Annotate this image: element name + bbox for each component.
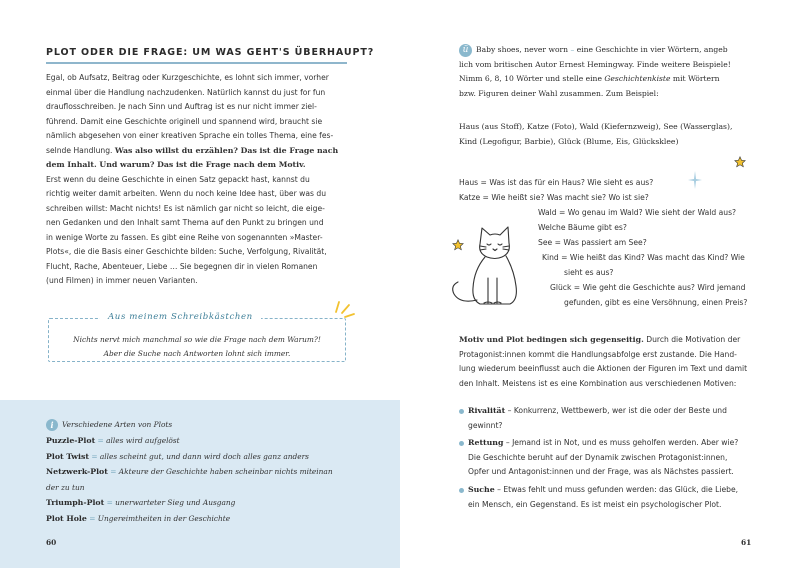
- heading-underline: [46, 62, 347, 64]
- light-rays-icon: [332, 298, 356, 320]
- plot-item: Plot Hole = Ungereimtheiten in der Geschichte: [46, 513, 231, 523]
- body-line: (und Filmen) in immer neuen Varianten.: [46, 276, 198, 285]
- plot-item: Puzzle-Plot = alles wird aufgelöst: [46, 436, 180, 445]
- intro-line: führend. Damit eine Geschichte originell und spannend wird, braucht sie: [46, 116, 323, 126]
- motive-item: Suche – Etwas fehlt und muss gefunden werden: das Glück, die Liebe, ein Mensch, ein Gegenstand. Es ist meist ein psychologischer Plot.: [459, 483, 759, 512]
- intro-line: einmal über die Handlung nachzudenken. Natürlich kannst du just for fun: [46, 87, 326, 97]
- intro-emphasis: Geschichtenkiste: [604, 74, 671, 84]
- intro-quote: Baby shoes, never worn: [476, 45, 569, 54]
- note-line: Aber die Suche nach Antworten lohnt sich immer.: [103, 349, 291, 358]
- sparkle-icon: [688, 171, 702, 189]
- intro-line: drauflosschreiben. Je nach Sinn und Auftrag ist es nur nicht immer ziel-: [46, 102, 317, 111]
- plot-item: Netzwerk-Plot = Akteure der Geschichte haben scheinbar nichts miteinan: [46, 467, 333, 476]
- info-icon: i: [46, 419, 58, 431]
- qa-line: Kind = Wie heißt das Kind? Was macht das Kind? Wie: [542, 253, 745, 262]
- qa-line: Katze = Wie heißt sie? Was macht sie? Wo ist sie?: [459, 193, 649, 202]
- note-line: Nichts nervt mich manchmal so wie die Frage nach dem Warum?!: [73, 335, 321, 344]
- qa-line: See = Was passiert am See?: [538, 238, 647, 247]
- body-line: schreiben willst: Macht nichts! Es ist nämlich gar nicht so leicht, die eige-: [46, 203, 325, 213]
- intro-paragraph: [46, 71, 362, 289]
- page-number-left: 60: [46, 538, 57, 547]
- intro-paragraph-right: Baby shoes, never worn – eine Geschichte in vier Wörtern, angeb lich vom britischen Autor Ernest Hemingway. Finde weitere Beispiele! Nimm 6, 8, 10 Wörter und stelle eine Geschichtenkiste mit Wörtern bzw. Figuren deiner Wahl zusammen. Zum Beispiel:: [459, 45, 731, 98]
- motive-item: Rettung – Jemand ist in Not, und es muss geholfen werden. Aber wie? Die Geschichte beruht auf der Dynamik zwischen Protagonist:innen, Opfer und Antagonist:innen und der Frage, was als Nächstes passiert.: [459, 436, 759, 480]
- qa-line: sieht es aus?: [564, 268, 614, 277]
- bullet-icon: [459, 488, 464, 493]
- page-number-right: 61: [741, 538, 752, 547]
- qa-line: Welche Bäume gibt es?: [538, 223, 627, 232]
- intro-line: nämlich abgesehen von einer kreativen Sprache ein tolles Thema, eine fes-: [46, 131, 334, 140]
- info-title: Verschiedene Arten von Plots: [62, 420, 173, 429]
- motive-item: Rivalität – Konkurrenz, Wettbewerb, wer ist die oder der Beste und gewinnt?: [459, 404, 759, 433]
- umlaut-icon: ü: [459, 44, 472, 57]
- examples-paragraph: Haus (aus Stoff), Katze (Foto), Wald (Kiefernzweig), See (Wasserglas), Kind (Legofigur, Barbie), Glück (Blume, Eis, Glücksklee): [459, 122, 733, 146]
- intro-line: Egal, ob Aufsatz, Beitrag oder Kurzgeschichte, es lohnt sich immer, vorher: [46, 73, 329, 82]
- qa-line: Glück = Wie geht die Geschichte aus? Wird jemand: [550, 283, 746, 292]
- body-line: richtig weiter damit arbeiten. Wenn du noch keine Idee hast, über was du: [46, 189, 327, 198]
- plot-types-list: [46, 433, 376, 526]
- star-icon: [734, 156, 746, 168]
- cat-illustration: [440, 208, 550, 318]
- plot-item-continuation: der zu tun: [46, 482, 85, 492]
- body-line: in wenige Worte zu fassen. Es gibt eine Reihe von sogenannten »Master-: [46, 232, 323, 242]
- intro-question: dem Inhalt. Und warum? Das ist die Frage nach dem Motiv.: [46, 160, 306, 169]
- note-text: [56, 333, 338, 361]
- note-title: Aus meinem Schreibkästchen: [100, 312, 261, 322]
- motive-heading: Motiv und Plot bedingen sich gegenseitig.: [459, 335, 644, 344]
- motive-paragraph: Motiv und Plot bedingen sich gegenseitig. Durch die Motivation der Protagonist:innen kommt die Handlungsabfolge erst zustande. Die Hand- lung wiederum beeinflusst auch die Aktionen der Figuren im Text und damit den Inhalt. Meistens ist es eine Kombination aus verschiedenen Motiven:: [459, 335, 748, 388]
- intro-question: Was also willst du erzählen? Das ist die Frage nach: [114, 145, 339, 155]
- qa-line: Haus = Was ist das für ein Haus? Wie sieht es aus?: [459, 178, 654, 187]
- qa-line: Wald = Wo genau im Wald? Wie sieht der Wald aus?: [538, 208, 737, 217]
- body-line: Erst wenn du deine Geschichte in einen Satz gepackt hast, kannst du: [46, 174, 310, 184]
- body-line: nen Gedanken und den Inhalt samt Thema auf den Punkt zu bringen und: [46, 218, 324, 227]
- plot-item: Plot Twist = alles scheint gut, und dann wird doch alles ganz anders: [46, 451, 309, 461]
- section-heading: PLOT ODER DIE FRAGE: UM WAS GEHT'S ÜBERHAUPT?: [46, 47, 375, 58]
- body-line: Plots«, die die Basis einer Geschichte bilden: Suche, Verfolgung, Rivalität,: [46, 247, 327, 256]
- intro-line: selnde Handlung.: [46, 145, 113, 155]
- bullet-icon: [459, 441, 464, 446]
- bullet-icon: [459, 409, 464, 414]
- qa-line: gefunden, gibt es eine Versöhnung, einen Preis?: [564, 298, 748, 307]
- motives-list: [459, 404, 759, 515]
- body-line: Flucht, Rache, Abenteuer, Liebe … Sie begegnen dir in vielen Romanen: [46, 261, 318, 271]
- plot-item: Triumph-Plot = unerwarteter Sieg und Ausgang: [46, 498, 236, 507]
